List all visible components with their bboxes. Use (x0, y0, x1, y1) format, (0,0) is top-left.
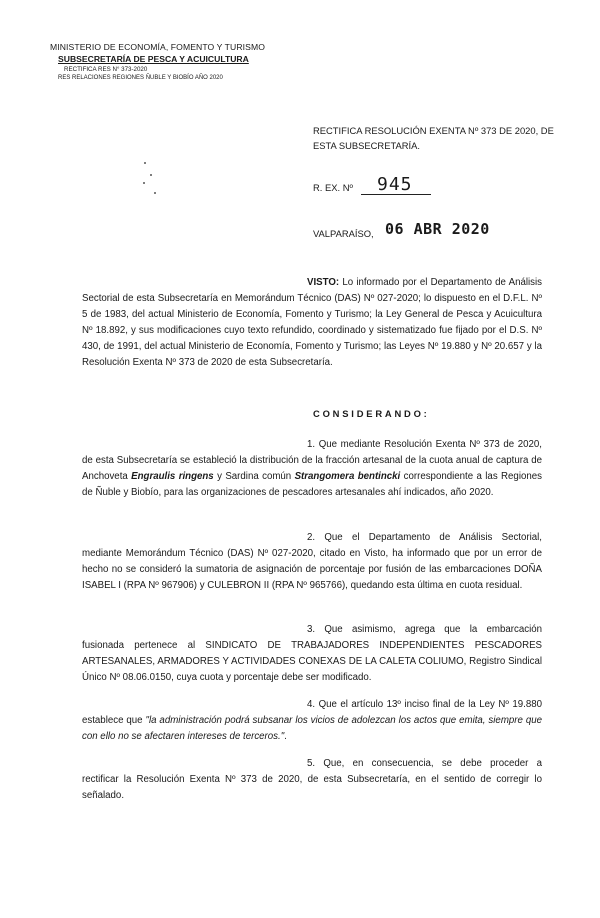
header-ref-line2: RES RELACIONES REGIONES ÑUBLE Y BIOBÍO AÑO 2020 (58, 75, 223, 81)
ministry-name: MINISTERIO DE ECONOMÍA, FOMENTO Y TURISMO (50, 42, 265, 52)
species-sardina: Strangomera bentincki (294, 471, 401, 482)
subsecretaria-name: SUBSECRETARÍA DE PESCA Y ACUICULTURA (58, 54, 249, 64)
considerando-5: 5. Que, en consecuencia, se debe proceder a rectificar la Resolución Exenta Nº 373 de 2020, de esta Subsecretaría, en el sentido de corregir lo señalado. (82, 758, 542, 801)
visto-label: VISTO: (307, 277, 340, 288)
considerando-3: 3. Que asimismo, agrega que la embarcación fusionada pertenece al SINDICATO DE TRABAJADORES INDEPENDIENTES PESCADORES ARTESANALES, ARMADORES Y ACTIVIDADES CONEXAS DE LA CALETA COLIUMO, Registro Sindical Único Nº 08.06.0150, cuya cuota y porcentaje debe ser modificado. (82, 624, 542, 683)
considerando-2: 2. Que el Departamento de Análisis Sectorial, mediante Memorándum Técnico (DAS) Nº 027-2020, citado en Visto, ha informado que por un error de hecho no se consideró la sumatoria de asignación de porcentaje por fusión de las embarcaciones DOÑA ISABEL I (RPA Nº 967906) y CULEBRON II (RPA Nº 965766), quedando esta última en cuota residual. (82, 532, 542, 591)
law-quote: "la administración podrá subsanar los vicios de adolezcan los actos que emita, siempre que con ello no se afectaren intereses de terceros." (82, 715, 542, 742)
species-anchoveta: Engraulis ringens (131, 471, 214, 482)
letterhead (50, 42, 310, 83)
scan-specks (140, 160, 160, 200)
header-ref-line1: RECTIFICA RES N° 373-2020 (64, 66, 148, 73)
city: VALPARAÍSO, (313, 228, 374, 239)
considerando-heading: CONSIDERANDO: (313, 408, 430, 419)
visto-paragraph (82, 275, 542, 371)
place-date-block (313, 220, 490, 239)
visto-text: Lo informado por el Departamento de Análisis Sectorial de esta Subsecretaría en Memorándum Técnico (DAS) Nº 027-2020; lo dispuesto en el D.F.L. Nº 5 de 1983, del actual Ministerio de Economía, Fomento y Turismo; la Ley General de Pesca y Acuicultura Nº 18.892, y sus modificaciones cuyo texto refundido, coordinado y sistematizado fue fijado por el D.S. Nº 430, de 1991, del actual Ministerio de Economía, Fomento y Turismo; las Leyes Nº 19.880 y Nº 20.657 y la Resolución Exenta Nº 373 de 2020 de esta Subsecretaría. (82, 277, 542, 368)
considerando-4: 4. Que el artículo 13º inciso final de la Ley Nº 19.880 establece que "la administración podrá subsanar los vicios de adolezcan los actos que emita, siempre que con ello no se afectaren intereses de terceros.". (82, 699, 542, 742)
considerando-1: 1. Que mediante Resolución Exenta Nº 373 de 2020, de esta Subsecretaría se estableció la distribución de la fracción artesanal de la cuota anual de captura de Anchoveta Engraulis ringens y Sardina común Strangomera bentincki correspondiente a las Regiones de Ñuble y Biobío, para las organizaciones de pescadores artesanales ahí indicados, año 2020. (82, 439, 542, 498)
rex-label: R. EX. Nº (313, 182, 353, 193)
resolution-reference: RECTIFICA RESOLUCIÓN EXENTA Nº 373 DE 2020, DE ESTA SUBSECRETARÍA. (313, 125, 554, 151)
resolution-number-block (313, 174, 413, 195)
rex-number: 945 (377, 174, 413, 195)
date-stamp: 06 ABR 2020 (385, 220, 490, 238)
